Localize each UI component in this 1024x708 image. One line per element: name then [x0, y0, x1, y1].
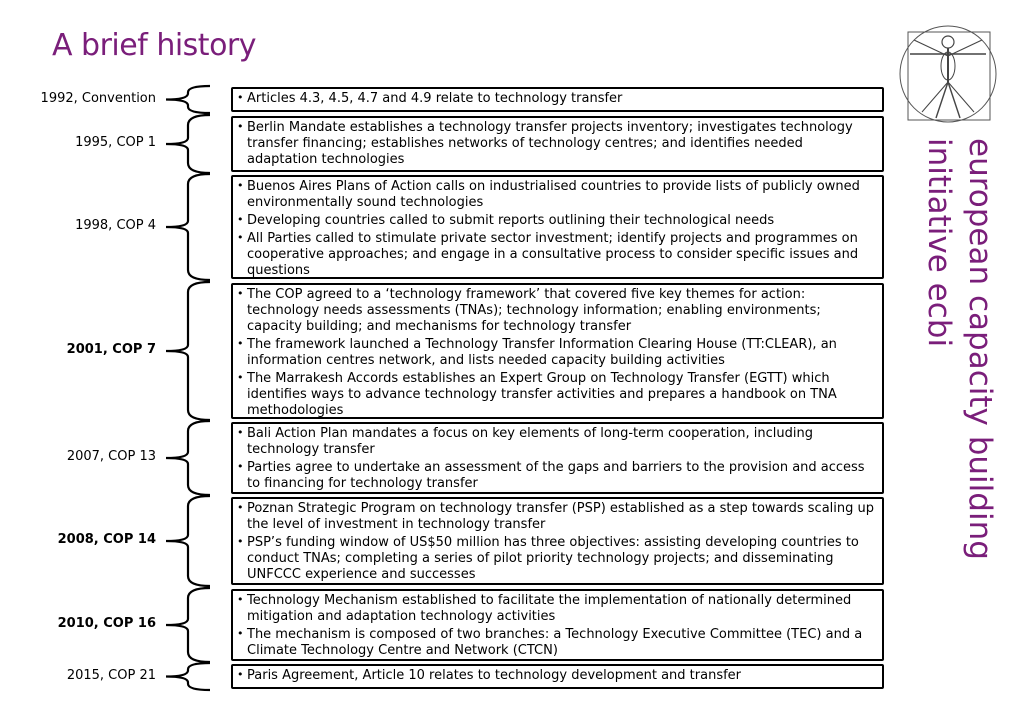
side-text-line-1: european capacity building [962, 138, 998, 560]
timeline-brace [166, 496, 210, 586]
event-bullet: • Technology Mechanism established to facilitate the implementation of nationally determined mitigation and adaptation technology activities [237, 593, 876, 625]
timeline-brace [166, 115, 210, 173]
side-text-line-2: initiative ecbi [921, 138, 957, 348]
timeline-label: 1995, COP 1 [75, 135, 156, 150]
event-bullet: • Poznan Strategic Program on technology transfer (PSP) established as a step towards scaling up the level of investment in technology transfer [237, 501, 876, 533]
timeline-label: 2008, COP 14 [57, 532, 156, 547]
page-title: A brief history [52, 28, 257, 63]
event-bullet: • Articles 4.3, 4.5, 4.7 and 4.9 relate to technology transfer [237, 91, 876, 107]
timeline-brace [166, 86, 210, 113]
event-bullet: • All Parties called to stimulate private sector investment; identify projects and programmes on cooperative approaches; and engage in a consultative process to consider specific issues and questions [237, 231, 876, 279]
event-bullet: • PSP’s funding window of US$50 million has three objectives: assisting developing countries to conduct TNAs; completing a series of pilot priority technology projects; and disseminating UNFCCC experience and successes [237, 535, 876, 583]
event-bullet: • Parties agree to undertake an assessment of the gaps and barriers to the provision and access to financing for technology transfer [237, 460, 876, 492]
event-bullet: • Paris Agreement, Article 10 relates to technology development and transfer [237, 668, 876, 684]
event-box [231, 664, 884, 689]
timeline-brace [166, 421, 210, 495]
event-box [231, 422, 884, 494]
event-box [231, 497, 884, 585]
event-bullet: • The mechanism is composed of two branches: a Technology Executive Committee (TEC) and a Climate Technology Centre and Network (CTCN) [237, 627, 876, 659]
timeline-brace [166, 588, 210, 662]
vitruvian-man-icon [898, 20, 1002, 124]
timeline-label: 2015, COP 21 [66, 667, 156, 683]
timeline-label: 2007, COP 13 [66, 449, 156, 464]
event-box [231, 87, 884, 112]
timeline-label: 1998, COP 4 [75, 218, 156, 233]
event-bullet: • Berlin Mandate establishes a technology transfer projects inventory; investigates technology transfer financing; establishes networks of technology centres; and identifies needed adaptation technologies [237, 120, 876, 168]
timeline-label: 1992, Convention [40, 90, 156, 106]
event-bullet: • Developing countries called to submit reports outlining their technological needs [237, 213, 876, 229]
event-bullet: • Bali Action Plan mandates a focus on key elements of long-term cooperation, including technology transfer [237, 426, 876, 458]
event-box [231, 589, 884, 661]
timeline-brace [166, 663, 210, 690]
timeline-label: 2001, COP 7 [66, 342, 156, 357]
timeline-brace [166, 174, 210, 280]
event-box [231, 116, 884, 172]
event-box [231, 283, 884, 419]
event-bullet: • The Marrakesh Accords establishes an Expert Group on Technology Transfer (EGTT) which identifies ways to advance technology transfer activities and prepares a handbook on TNA methodologies [237, 371, 876, 419]
event-bullet: • The framework launched a Technology Transfer Information Clearing House (TT:CLEAR), an information centres network, and lists needed capacity building activities [237, 337, 876, 369]
timeline-label: 2010, COP 16 [57, 616, 156, 631]
timeline-brace [166, 282, 210, 420]
event-bullet: • The COP agreed to a ‘technology framework’ that covered five key themes for action: technology needs assessments (TNAs); technology information; enabling environments; capacity building; and mechanisms for technology transfer [237, 287, 876, 335]
event-bullet: • Buenos Aires Plans of Action calls on industrialised countries to provide lists of publicly owned environmentally sound technologies [237, 179, 876, 211]
ecbi-vertical-title [918, 138, 1000, 578]
event-box [231, 175, 884, 279]
